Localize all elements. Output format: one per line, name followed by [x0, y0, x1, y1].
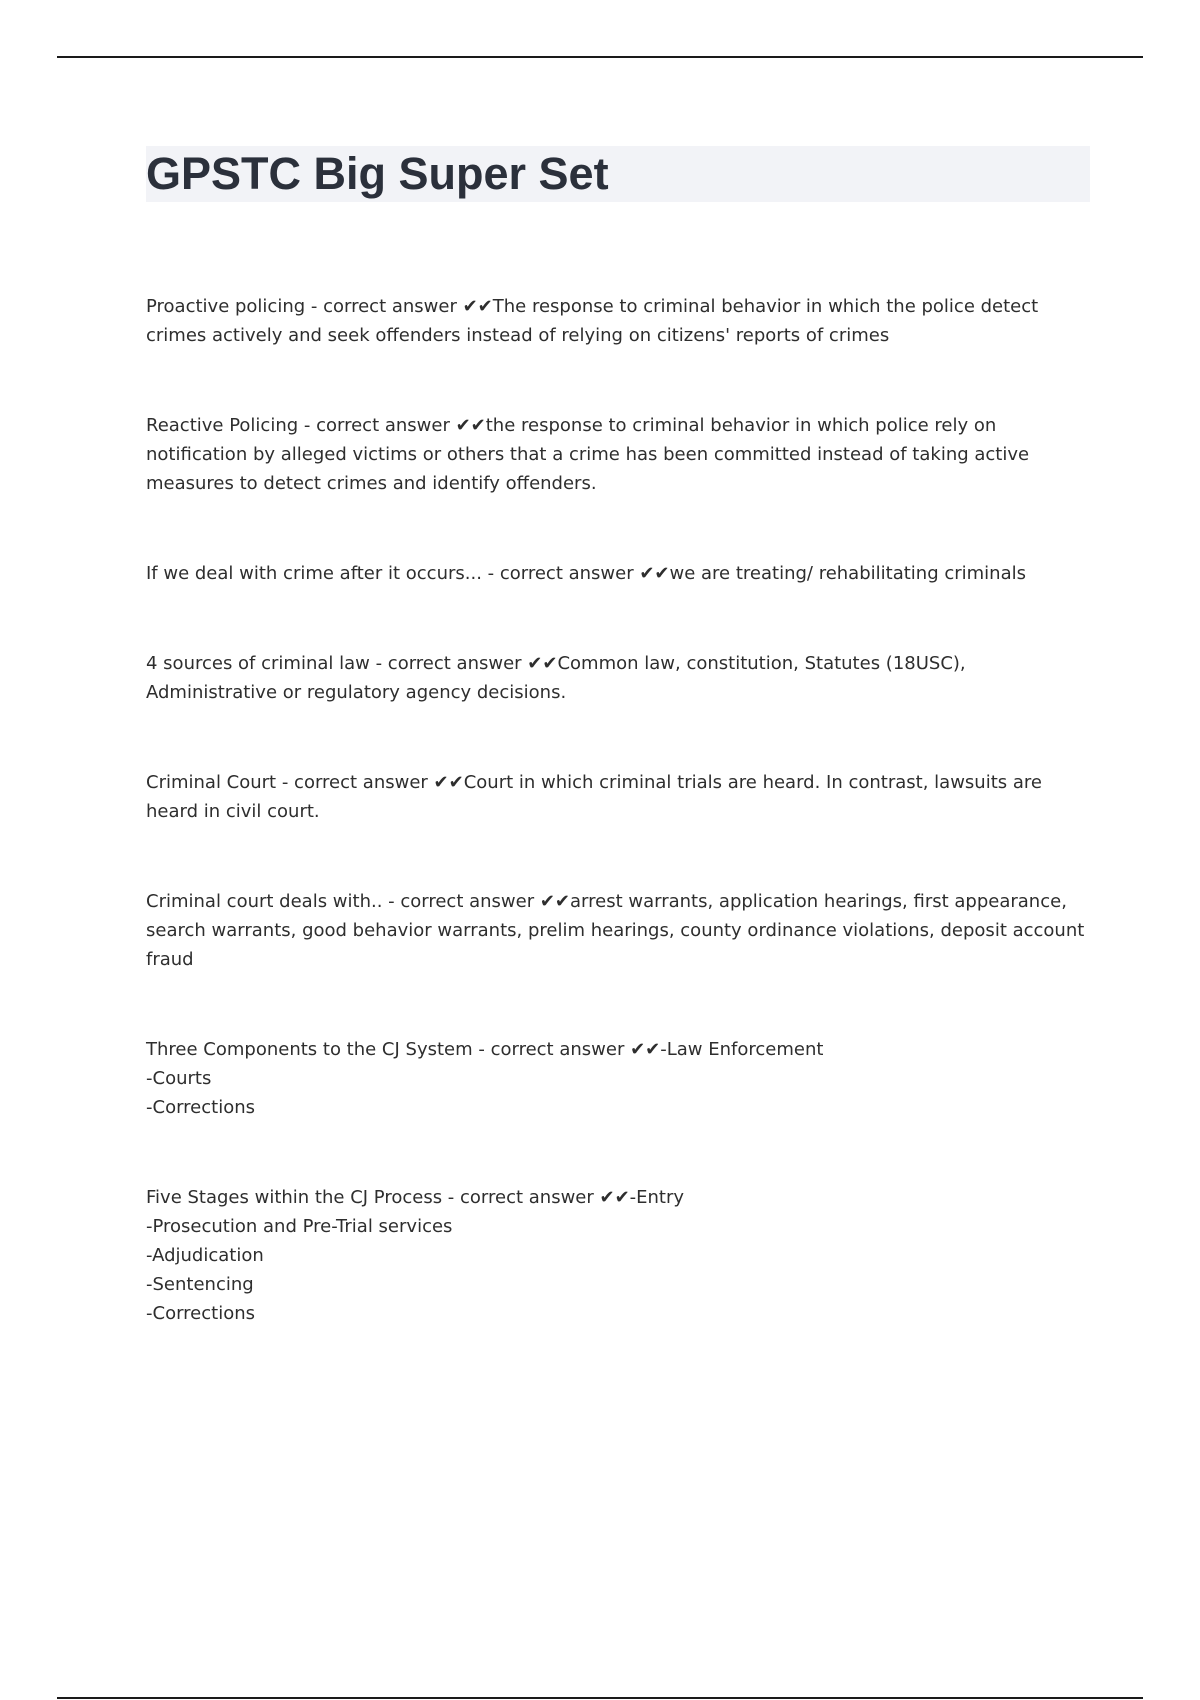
- qa-text: Criminal Court - correct answer ✔✔Court in which criminal trials are heard. In contrast, lawsuits are heard in civil court.: [146, 772, 1042, 822]
- qa-subitem: -Sentencing: [146, 1274, 254, 1295]
- qa-entry: [146, 411, 1090, 498]
- document-title: GPSTC Big Super Set: [146, 148, 609, 199]
- qa-text: 4 sources of criminal law - correct answer ✔✔Common law, constitution, Statutes (18USC), Administrative or regulatory agency decisions.: [146, 653, 966, 703]
- qa-text: Proactive policing - correct answer ✔✔The response to criminal behavior in which the police detect crimes actively and seek offenders instead of relying on citizens' reports of crimes: [146, 296, 1039, 346]
- qa-entry: [146, 768, 1090, 826]
- qa-entry: [146, 649, 1090, 707]
- qa-subitem: -Corrections: [146, 1303, 255, 1324]
- qa-entry: [146, 887, 1090, 974]
- qa-subitem: -Prosecution and Pre-Trial services: [146, 1216, 453, 1237]
- qa-subitem: -Corrections: [146, 1097, 255, 1118]
- document-body: [146, 292, 1090, 1328]
- bottom-rule: [57, 1697, 1143, 1699]
- qa-subitem: -Adjudication: [146, 1245, 264, 1266]
- qa-entry: [146, 1035, 1090, 1122]
- qa-text: Criminal court deals with.. - correct answer ✔✔arrest warrants, application hearings, first appearance, search warrants, good behavior warrants, prelim hearings, county ordinance violations, deposit account fraud: [146, 891, 1085, 970]
- top-rule: [57, 56, 1143, 58]
- qa-text: Three Components to the CJ System - correct answer ✔✔-Law Enforcement: [146, 1039, 824, 1060]
- qa-text: If we deal with crime after it occurs... - correct answer ✔✔we are treating/ rehabilitating criminals: [146, 563, 1026, 584]
- qa-subitem: -Courts: [146, 1068, 212, 1089]
- qa-entry: [146, 292, 1090, 350]
- qa-entry: [146, 1183, 1090, 1328]
- qa-entry: [146, 559, 1090, 588]
- qa-text: Five Stages within the CJ Process - correct answer ✔✔-Entry: [146, 1187, 685, 1208]
- qa-text: Reactive Policing - correct answer ✔✔the response to criminal behavior in which police rely on notification by alleged victims or others that a crime has been committed instead of taking active measures to detect crimes and identify offenders.: [146, 415, 1030, 494]
